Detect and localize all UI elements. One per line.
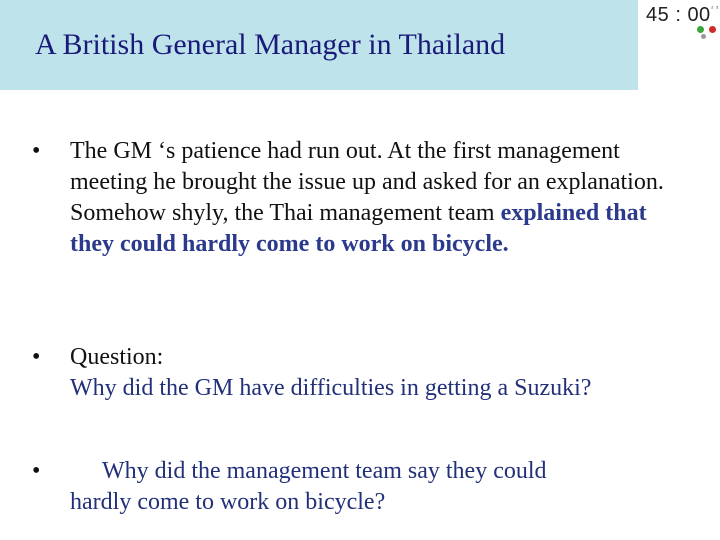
bullet-item-2 <box>32 342 680 404</box>
question-label: Question: <box>70 344 164 370</box>
slide-title: A British General Manager in Thailand <box>35 28 506 61</box>
question-1-text: Why did the GM have difficulties in getting a Suzuki? <box>70 375 592 401</box>
bullet-1-emphasis: explained that they could hardly come to work on bicycle. <box>70 200 647 257</box>
question-2-line-1: Why did the management team say they could <box>102 458 547 484</box>
timer-seconds: 00 <box>687 4 711 26</box>
timer-stop-icon[interactable] <box>709 26 716 33</box>
countdown-timer[interactable] <box>646 4 711 27</box>
bullet-item-3 <box>32 456 680 518</box>
timer-small-digits: ₂ ₃ <box>711 3 719 10</box>
bullet-icon: • <box>32 458 41 484</box>
bullet-icon: • <box>32 138 41 164</box>
bullet-item-1 <box>32 136 680 260</box>
timer-reset-icon[interactable] <box>701 34 706 39</box>
timer-minutes: 45 <box>646 4 670 26</box>
question-2-line-2: hardly come to work on bicycle? <box>70 489 386 515</box>
timer-start-icon[interactable] <box>697 26 704 33</box>
timer-separator: : <box>675 4 682 26</box>
bullet-icon: • <box>32 344 41 370</box>
bullet-1-text: The GM ‘s patience had run out. At the first management meeting he brought the issue up and asked for an explanation. Somehow shyly, the Thai management team <box>70 138 664 226</box>
